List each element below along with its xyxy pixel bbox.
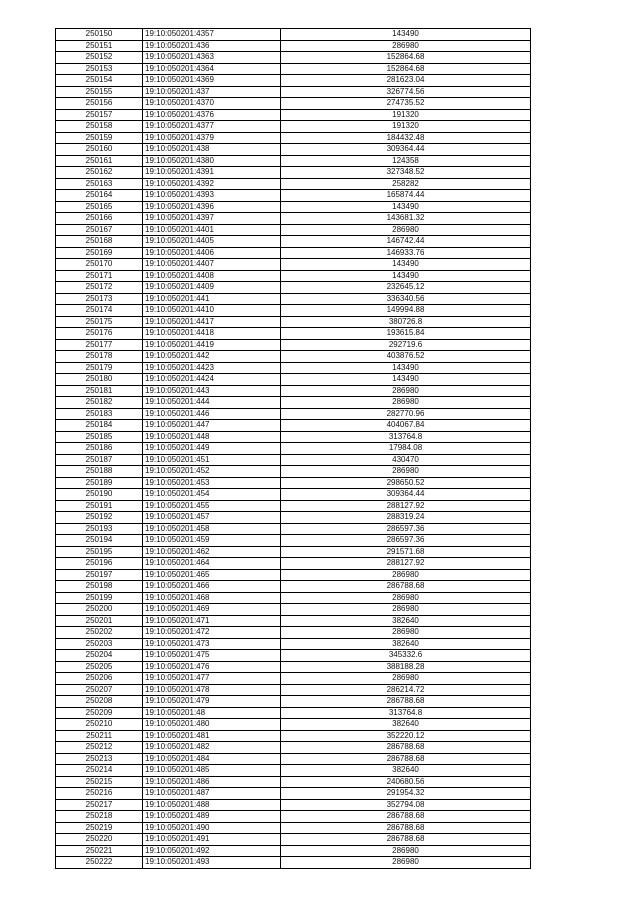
row-number-cell: 250208 xyxy=(56,696,143,708)
row-number-cell: 250191 xyxy=(56,500,143,512)
cadastral-number-cell: 19:10:050201:479 xyxy=(143,696,281,708)
value-cell: 286788.68 xyxy=(281,822,531,834)
table-row xyxy=(56,40,531,52)
row-number-cell: 250195 xyxy=(56,546,143,558)
value-cell: 143490 xyxy=(281,29,531,41)
cadastral-number-cell: 19:10:050201:492 xyxy=(143,845,281,857)
cadastral-number-cell: 19:10:050201:4363 xyxy=(143,52,281,64)
table-row xyxy=(56,98,531,110)
row-number-cell: 250158 xyxy=(56,121,143,133)
value-cell: 327348.52 xyxy=(281,167,531,179)
value-cell: 165874.44 xyxy=(281,190,531,202)
value-cell: 124358 xyxy=(281,155,531,167)
cadastral-number-cell: 19:10:050201:489 xyxy=(143,811,281,823)
table-row xyxy=(56,155,531,167)
row-number-cell: 250188 xyxy=(56,466,143,478)
value-cell: 286788.68 xyxy=(281,753,531,765)
row-number-cell: 250192 xyxy=(56,512,143,524)
row-number-cell: 250213 xyxy=(56,753,143,765)
value-cell: 286788.68 xyxy=(281,696,531,708)
row-number-cell: 250207 xyxy=(56,684,143,696)
cadastral-number-cell: 19:10:050201:4364 xyxy=(143,63,281,75)
cadastral-number-cell: 19:10:050201:468 xyxy=(143,592,281,604)
row-number-cell: 250162 xyxy=(56,167,143,179)
table-row xyxy=(56,178,531,190)
cadastral-number-cell: 19:10:050201:475 xyxy=(143,650,281,662)
table-row xyxy=(56,592,531,604)
value-cell: 286980 xyxy=(281,627,531,639)
row-number-cell: 250219 xyxy=(56,822,143,834)
value-cell: 286597.36 xyxy=(281,535,531,547)
cadastral-number-cell: 19:10:050201:462 xyxy=(143,546,281,558)
row-number-cell: 250174 xyxy=(56,305,143,317)
cadastral-number-cell: 19:10:050201:488 xyxy=(143,799,281,811)
table-row xyxy=(56,730,531,742)
table-row xyxy=(56,765,531,777)
table-body xyxy=(56,29,531,869)
row-number-cell: 250212 xyxy=(56,742,143,754)
cadastral-number-cell: 19:10:050201:4376 xyxy=(143,109,281,121)
cadastral-number-cell: 19:10:050201:4377 xyxy=(143,121,281,133)
table-row xyxy=(56,121,531,133)
cadastral-number-cell: 19:10:050201:457 xyxy=(143,512,281,524)
table-row xyxy=(56,270,531,282)
table-row xyxy=(56,167,531,179)
table-row xyxy=(56,63,531,75)
row-number-cell: 250218 xyxy=(56,811,143,823)
cadastral-number-cell: 19:10:050201:464 xyxy=(143,558,281,570)
cadastral-number-cell: 19:10:050201:447 xyxy=(143,420,281,432)
row-number-cell: 250197 xyxy=(56,569,143,581)
table-row xyxy=(56,385,531,397)
cadastral-number-cell: 19:10:050201:4409 xyxy=(143,282,281,294)
table-row xyxy=(56,328,531,340)
cadastral-number-cell: 19:10:050201:438 xyxy=(143,144,281,156)
value-cell: 143681.32 xyxy=(281,213,531,225)
table-row xyxy=(56,144,531,156)
value-cell: 286980 xyxy=(281,40,531,52)
cadastral-number-cell: 19:10:050201:446 xyxy=(143,408,281,420)
table-row xyxy=(56,29,531,41)
table-row xyxy=(56,822,531,834)
table-row xyxy=(56,236,531,248)
cadastral-number-cell: 19:10:050201:4401 xyxy=(143,224,281,236)
row-number-cell: 250169 xyxy=(56,247,143,259)
row-number-cell: 250185 xyxy=(56,431,143,443)
value-cell: 291571.68 xyxy=(281,546,531,558)
table-row xyxy=(56,673,531,685)
table-row xyxy=(56,201,531,213)
table-row xyxy=(56,213,531,225)
row-number-cell: 250194 xyxy=(56,535,143,547)
value-cell: 382640 xyxy=(281,719,531,731)
table-row xyxy=(56,845,531,857)
value-cell: 232645.12 xyxy=(281,282,531,294)
value-cell: 286214.72 xyxy=(281,684,531,696)
row-number-cell: 250181 xyxy=(56,385,143,397)
cadastral-number-cell: 19:10:050201:4408 xyxy=(143,270,281,282)
value-cell: 382640 xyxy=(281,615,531,627)
table-row xyxy=(56,190,531,202)
table-row xyxy=(56,374,531,386)
row-number-cell: 250216 xyxy=(56,788,143,800)
cadastral-number-cell: 19:10:050201:4391 xyxy=(143,167,281,179)
table-row xyxy=(56,776,531,788)
row-number-cell: 250193 xyxy=(56,523,143,535)
table-row xyxy=(56,109,531,121)
table-row xyxy=(56,650,531,662)
row-number-cell: 250176 xyxy=(56,328,143,340)
row-number-cell: 250187 xyxy=(56,454,143,466)
value-cell: 143490 xyxy=(281,259,531,271)
value-cell: 282770.96 xyxy=(281,408,531,420)
value-cell: 286980 xyxy=(281,397,531,409)
cadastral-number-cell: 19:10:050201:472 xyxy=(143,627,281,639)
cadastral-number-cell: 19:10:050201:4379 xyxy=(143,132,281,144)
cadastral-number-cell: 19:10:050201:458 xyxy=(143,523,281,535)
row-number-cell: 250182 xyxy=(56,397,143,409)
table-row xyxy=(56,523,531,535)
cadastral-number-cell: 19:10:050201:436 xyxy=(143,40,281,52)
value-cell: 286597.36 xyxy=(281,523,531,535)
value-cell: 286980 xyxy=(281,592,531,604)
table-row xyxy=(56,615,531,627)
value-cell: 336340.56 xyxy=(281,293,531,305)
cadastral-number-cell: 19:10:050201:466 xyxy=(143,581,281,593)
table-row xyxy=(56,638,531,650)
value-cell: 352794.08 xyxy=(281,799,531,811)
cadastral-number-cell: 19:10:050201:487 xyxy=(143,788,281,800)
row-number-cell: 250154 xyxy=(56,75,143,87)
table-row xyxy=(56,259,531,271)
table-row xyxy=(56,454,531,466)
table-row xyxy=(56,581,531,593)
table-row xyxy=(56,707,531,719)
row-number-cell: 250189 xyxy=(56,477,143,489)
cadastral-number-cell: 19:10:050201:478 xyxy=(143,684,281,696)
table-row xyxy=(56,443,531,455)
table-row xyxy=(56,569,531,581)
row-number-cell: 250160 xyxy=(56,144,143,156)
table-row xyxy=(56,52,531,64)
value-cell: 286788.68 xyxy=(281,834,531,846)
row-number-cell: 250172 xyxy=(56,282,143,294)
value-cell: 286788.68 xyxy=(281,811,531,823)
value-cell: 286788.68 xyxy=(281,581,531,593)
value-cell: 286980 xyxy=(281,385,531,397)
row-number-cell: 250159 xyxy=(56,132,143,144)
value-cell: 240680.56 xyxy=(281,776,531,788)
value-cell: 17984.08 xyxy=(281,443,531,455)
cadastral-number-cell: 19:10:050201:469 xyxy=(143,604,281,616)
value-cell: 388188.28 xyxy=(281,661,531,673)
value-cell: 184432.48 xyxy=(281,132,531,144)
value-cell: 286980 xyxy=(281,604,531,616)
cadastral-number-cell: 19:10:050201:493 xyxy=(143,857,281,869)
table-row xyxy=(56,293,531,305)
table-row xyxy=(56,719,531,731)
row-number-cell: 250165 xyxy=(56,201,143,213)
row-number-cell: 250205 xyxy=(56,661,143,673)
row-number-cell: 250177 xyxy=(56,339,143,351)
row-number-cell: 250209 xyxy=(56,707,143,719)
row-number-cell: 250175 xyxy=(56,316,143,328)
cadastral-number-cell: 19:10:050201:480 xyxy=(143,719,281,731)
table-row xyxy=(56,535,531,547)
cadastral-number-cell: 19:10:050201:485 xyxy=(143,765,281,777)
cadastral-number-cell: 19:10:050201:477 xyxy=(143,673,281,685)
row-number-cell: 250214 xyxy=(56,765,143,777)
cadastral-number-cell: 19:10:050201:4410 xyxy=(143,305,281,317)
value-cell: 286980 xyxy=(281,857,531,869)
cadastral-number-cell: 19:10:050201:452 xyxy=(143,466,281,478)
row-number-cell: 250171 xyxy=(56,270,143,282)
table-row xyxy=(56,834,531,846)
row-number-cell: 250220 xyxy=(56,834,143,846)
table-row xyxy=(56,489,531,501)
table-row xyxy=(56,753,531,765)
row-number-cell: 250202 xyxy=(56,627,143,639)
table-row xyxy=(56,431,531,443)
table-row xyxy=(56,661,531,673)
value-cell: 143490 xyxy=(281,201,531,213)
value-cell: 288319.24 xyxy=(281,512,531,524)
table-row xyxy=(56,339,531,351)
table-row xyxy=(56,282,531,294)
row-number-cell: 250203 xyxy=(56,638,143,650)
value-cell: 380726.8 xyxy=(281,316,531,328)
cadastral-number-cell: 19:10:050201:437 xyxy=(143,86,281,98)
value-cell: 286980 xyxy=(281,466,531,478)
cadastral-number-cell: 19:10:050201:484 xyxy=(143,753,281,765)
cadastral-number-cell: 19:10:050201:449 xyxy=(143,443,281,455)
table-row xyxy=(56,684,531,696)
value-cell: 345332.6 xyxy=(281,650,531,662)
cadastral-number-cell: 19:10:050201:4418 xyxy=(143,328,281,340)
value-cell: 152864.68 xyxy=(281,63,531,75)
data-table-container xyxy=(55,28,531,869)
value-cell: 313764.8 xyxy=(281,431,531,443)
row-number-cell: 250190 xyxy=(56,489,143,501)
cadastral-number-cell: 19:10:050201:4424 xyxy=(143,374,281,386)
value-cell: 309364.44 xyxy=(281,489,531,501)
value-cell: 403876.52 xyxy=(281,351,531,363)
row-number-cell: 250150 xyxy=(56,29,143,41)
value-cell: 430470 xyxy=(281,454,531,466)
value-cell: 149994.88 xyxy=(281,305,531,317)
value-cell: 286980 xyxy=(281,845,531,857)
value-cell: 326774.56 xyxy=(281,86,531,98)
value-cell: 404067.84 xyxy=(281,420,531,432)
row-number-cell: 250157 xyxy=(56,109,143,121)
row-number-cell: 250164 xyxy=(56,190,143,202)
value-cell: 382640 xyxy=(281,765,531,777)
row-number-cell: 250184 xyxy=(56,420,143,432)
row-number-cell: 250196 xyxy=(56,558,143,570)
row-number-cell: 250215 xyxy=(56,776,143,788)
row-number-cell: 250201 xyxy=(56,615,143,627)
table-row xyxy=(56,500,531,512)
cadastral-number-cell: 19:10:050201:444 xyxy=(143,397,281,409)
value-cell: 286980 xyxy=(281,569,531,581)
value-cell: 143490 xyxy=(281,270,531,282)
value-cell: 291954.32 xyxy=(281,788,531,800)
table-row xyxy=(56,742,531,754)
row-number-cell: 250152 xyxy=(56,52,143,64)
row-number-cell: 250167 xyxy=(56,224,143,236)
cadastral-number-cell: 19:10:050201:4405 xyxy=(143,236,281,248)
cadastral-number-cell: 19:10:050201:473 xyxy=(143,638,281,650)
row-number-cell: 250163 xyxy=(56,178,143,190)
cadastral-number-cell: 19:10:050201:4396 xyxy=(143,201,281,213)
row-number-cell: 250168 xyxy=(56,236,143,248)
value-cell: 286980 xyxy=(281,224,531,236)
table-row xyxy=(56,132,531,144)
value-cell: 274735.52 xyxy=(281,98,531,110)
cadastral-number-cell: 19:10:050201:481 xyxy=(143,730,281,742)
value-cell: 352220.12 xyxy=(281,730,531,742)
cadastral-number-cell: 19:10:050201:441 xyxy=(143,293,281,305)
cadastral-number-cell: 19:10:050201:465 xyxy=(143,569,281,581)
table-row xyxy=(56,558,531,570)
table-row xyxy=(56,627,531,639)
cadastral-number-cell: 19:10:050201:442 xyxy=(143,351,281,363)
table-row xyxy=(56,362,531,374)
row-number-cell: 250151 xyxy=(56,40,143,52)
cadastral-number-cell: 19:10:050201:4369 xyxy=(143,75,281,87)
value-cell: 286788.68 xyxy=(281,742,531,754)
row-number-cell: 250211 xyxy=(56,730,143,742)
cadastral-number-cell: 19:10:050201:482 xyxy=(143,742,281,754)
table-row xyxy=(56,477,531,489)
value-cell: 298650.52 xyxy=(281,477,531,489)
value-cell: 382640 xyxy=(281,638,531,650)
row-number-cell: 250155 xyxy=(56,86,143,98)
table-row xyxy=(56,408,531,420)
row-number-cell: 250210 xyxy=(56,719,143,731)
cadastral-number-cell: 19:10:050201:4419 xyxy=(143,339,281,351)
table-row xyxy=(56,799,531,811)
table-row xyxy=(56,247,531,259)
row-number-cell: 250198 xyxy=(56,581,143,593)
cadastral-number-cell: 19:10:050201:4397 xyxy=(143,213,281,225)
cadastral-number-cell: 19:10:050201:4423 xyxy=(143,362,281,374)
value-cell: 292719.6 xyxy=(281,339,531,351)
row-number-cell: 250199 xyxy=(56,592,143,604)
cadastral-number-cell: 19:10:050201:476 xyxy=(143,661,281,673)
table-row xyxy=(56,75,531,87)
row-number-cell: 250156 xyxy=(56,98,143,110)
table-row xyxy=(56,397,531,409)
row-number-cell: 250183 xyxy=(56,408,143,420)
cadastral-number-cell: 19:10:050201:4406 xyxy=(143,247,281,259)
table-row xyxy=(56,351,531,363)
cadastral-number-cell: 19:10:050201:4357 xyxy=(143,29,281,41)
table-row xyxy=(56,788,531,800)
table-row xyxy=(56,512,531,524)
cadastral-number-cell: 19:10:050201:459 xyxy=(143,535,281,547)
table-row xyxy=(56,316,531,328)
table-row xyxy=(56,604,531,616)
row-number-cell: 250221 xyxy=(56,845,143,857)
table-row xyxy=(56,546,531,558)
value-cell: 309364.44 xyxy=(281,144,531,156)
table-row xyxy=(56,811,531,823)
row-number-cell: 250180 xyxy=(56,374,143,386)
value-cell: 313764.8 xyxy=(281,707,531,719)
value-cell: 143490 xyxy=(281,374,531,386)
value-cell: 146933.76 xyxy=(281,247,531,259)
cadastral-number-cell: 19:10:050201:4392 xyxy=(143,178,281,190)
cadastral-number-cell: 19:10:050201:4407 xyxy=(143,259,281,271)
table-row xyxy=(56,466,531,478)
row-number-cell: 250170 xyxy=(56,259,143,271)
value-cell: 143490 xyxy=(281,362,531,374)
cadastral-number-cell: 19:10:050201:443 xyxy=(143,385,281,397)
cadastral-number-cell: 19:10:050201:490 xyxy=(143,822,281,834)
table-row xyxy=(56,857,531,869)
cadastral-number-cell: 19:10:050201:455 xyxy=(143,500,281,512)
value-cell: 286980 xyxy=(281,673,531,685)
cadastral-number-cell: 19:10:050201:448 xyxy=(143,431,281,443)
value-cell: 193615.84 xyxy=(281,328,531,340)
value-cell: 281623.04 xyxy=(281,75,531,87)
row-number-cell: 250186 xyxy=(56,443,143,455)
table-row xyxy=(56,696,531,708)
value-cell: 191320 xyxy=(281,121,531,133)
row-number-cell: 250222 xyxy=(56,857,143,869)
row-number-cell: 250153 xyxy=(56,63,143,75)
value-cell: 258282 xyxy=(281,178,531,190)
cadastral-number-cell: 19:10:050201:471 xyxy=(143,615,281,627)
row-number-cell: 250200 xyxy=(56,604,143,616)
value-cell: 152864.68 xyxy=(281,52,531,64)
cadastral-number-cell: 19:10:050201:48 xyxy=(143,707,281,719)
table-row xyxy=(56,224,531,236)
row-number-cell: 250178 xyxy=(56,351,143,363)
row-number-cell: 250206 xyxy=(56,673,143,685)
cadastral-number-cell: 19:10:050201:4417 xyxy=(143,316,281,328)
cadastral-number-cell: 19:10:050201:4370 xyxy=(143,98,281,110)
table-row xyxy=(56,305,531,317)
cadastral-number-cell: 19:10:050201:451 xyxy=(143,454,281,466)
cadastral-number-cell: 19:10:050201:486 xyxy=(143,776,281,788)
value-cell: 146742.44 xyxy=(281,236,531,248)
value-cell: 288127.92 xyxy=(281,500,531,512)
row-number-cell: 250204 xyxy=(56,650,143,662)
cadastral-number-cell: 19:10:050201:4393 xyxy=(143,190,281,202)
cadastral-number-cell: 19:10:050201:453 xyxy=(143,477,281,489)
table-row xyxy=(56,420,531,432)
row-number-cell: 250217 xyxy=(56,799,143,811)
cadastral-number-cell: 19:10:050201:4380 xyxy=(143,155,281,167)
row-number-cell: 250166 xyxy=(56,213,143,225)
table-row xyxy=(56,86,531,98)
row-number-cell: 250179 xyxy=(56,362,143,374)
cadastral-value-table xyxy=(55,28,531,869)
cadastral-number-cell: 19:10:050201:491 xyxy=(143,834,281,846)
cadastral-number-cell: 19:10:050201:454 xyxy=(143,489,281,501)
row-number-cell: 250173 xyxy=(56,293,143,305)
row-number-cell: 250161 xyxy=(56,155,143,167)
value-cell: 288127.92 xyxy=(281,558,531,570)
value-cell: 191320 xyxy=(281,109,531,121)
